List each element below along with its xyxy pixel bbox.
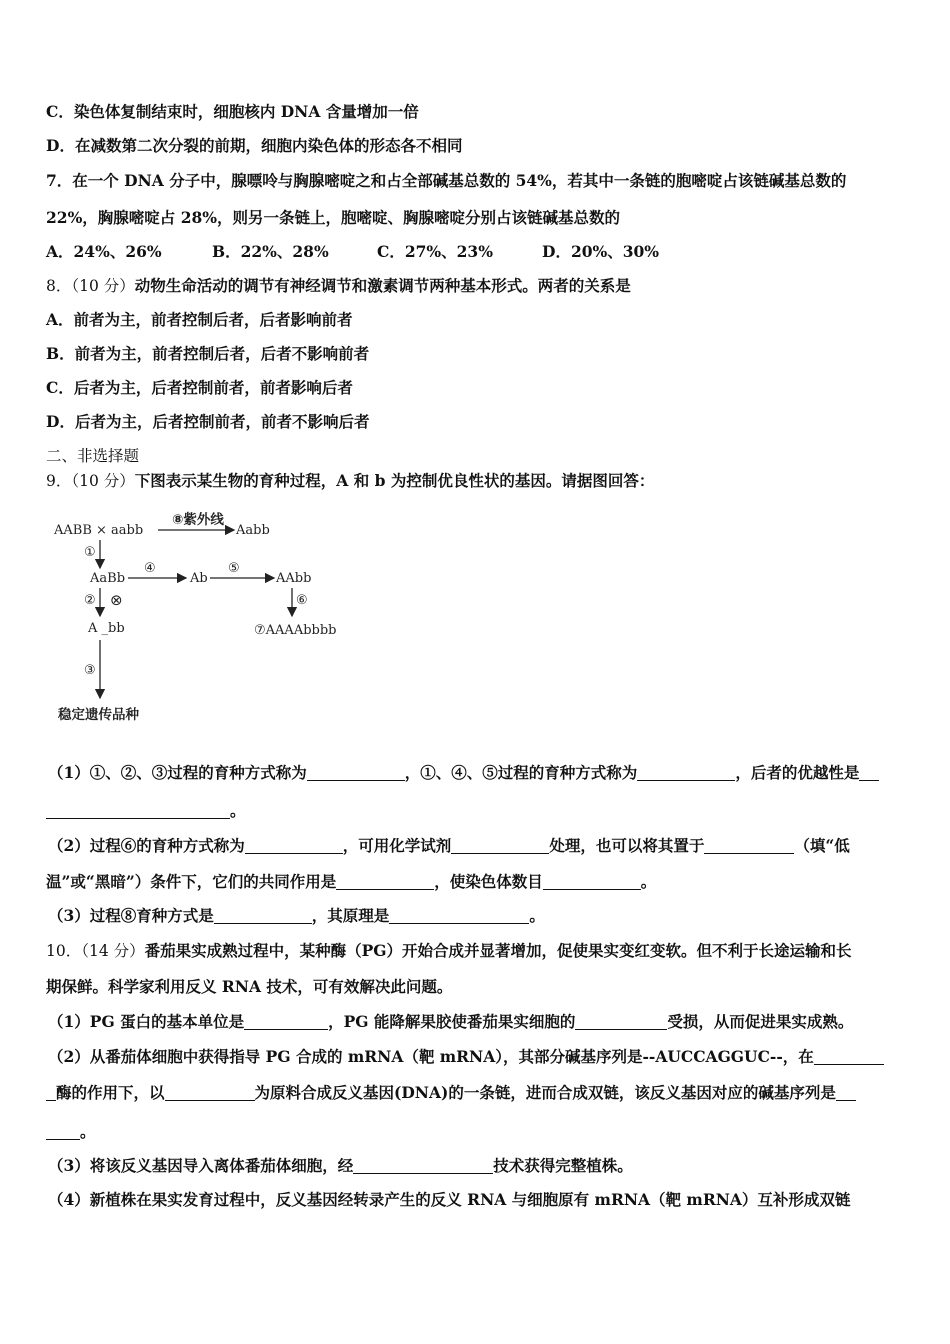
q9-number: 9．（10 分）: [46, 472, 135, 490]
q8-option-d: D．后者为主，后者控制前者，前者不影响后者: [46, 412, 370, 431]
q7-options: [46, 241, 659, 263]
diagram-parents: AABB × aabb: [54, 523, 144, 538]
diagram-f1: AaBb: [90, 571, 126, 586]
answer-blank[interactable]: [214, 907, 312, 924]
q10-part1-text-a: （1）PG 蛋白的基本单位是: [48, 1012, 245, 1031]
section-title: 二、非选择题: [46, 447, 140, 465]
q10-part3-text-a: （3）将该反义基因导入离体番茄体细胞，经: [48, 1156, 354, 1175]
q10-number: 10．（14 分）: [46, 942, 145, 960]
diagram-step1: ①: [84, 545, 96, 560]
answer-blank[interactable]: [307, 764, 405, 781]
q10-part2-line1: [48, 1046, 884, 1068]
answer-blank[interactable]: [451, 837, 549, 854]
answer-blank[interactable]: [353, 1157, 493, 1174]
answer-blank[interactable]: [245, 837, 343, 854]
diagram-step3: ③: [84, 663, 96, 678]
diagram-tetraploid: ⑦AAAAbbbb: [254, 623, 337, 638]
q10-stem-text1: 番茄果实成熟过程中，某种酶（PG）开始合成并显著增加，促使果实变红变软。但不利于长途运输和长: [144, 941, 852, 960]
q10-part1-text-b: ，PG 能降解果胶使番茄果实细胞的: [328, 1012, 576, 1031]
q9-part2-text-a: （2）过程⑥的育种方式称为: [48, 836, 245, 855]
q10-part2-end: 。: [80, 1122, 96, 1141]
diagram-selfing-symbol: ⊗: [110, 591, 123, 609]
q10-part2-text-b: 酶的作用下，以: [56, 1083, 165, 1102]
q9-part1-text-b: ，①、④、⑤过程的育种方式称为: [404, 763, 638, 782]
q7-option-c: C．27%、23%: [377, 242, 493, 261]
q9-part2-text-c: 处理，也可以将其置于: [549, 836, 705, 855]
q9-part1-text-c: ，后者的优越性是: [735, 763, 860, 782]
answer-blank[interactable]: [859, 764, 879, 781]
q8-stem-text: 动物生命活动的调节有神经调节和激素调节两种基本形式。两者的关系是: [134, 276, 631, 295]
q9-part2-end: 。: [640, 872, 657, 891]
answer-blank[interactable]: [575, 1013, 667, 1030]
q10-part1-text-c: 受损，从而促进果实成熟。: [667, 1012, 854, 1031]
q10-part4: （4）新植株在果实发育过程中，反义基因经转录产生的反义 RNA 与细胞原有 mRNA（靶 mRNA）互补形成双链: [48, 1190, 851, 1209]
diagram-step6: ⑥: [296, 593, 308, 608]
q9-part2-line2: [46, 871, 656, 893]
diagram-f2: A _bb: [88, 621, 125, 636]
q9-part3-text-b: ，其原理是: [311, 906, 390, 925]
q9-part2-text-b: ，可用化学试剂: [342, 836, 452, 855]
answer-blank[interactable]: [46, 1084, 56, 1101]
q6-option-d: D．在减数第二次分裂的前期，细胞内染色体的形态各不相同: [46, 136, 463, 155]
diagram-step4: ④: [144, 561, 156, 576]
q7-option-d: D．20%、30%: [542, 242, 660, 261]
q7-option-b: B．22%、28%: [212, 242, 329, 261]
diagram-step8-label: ⑧紫外线: [172, 512, 224, 528]
q10-part1: [48, 1011, 853, 1033]
answer-blank[interactable]: [637, 764, 735, 781]
q10-part2-text-a: （2）从番茄体细胞中获得指导 PG 合成的 mRNA（靶 mRNA），其部分碱基序列是--AUCCAGGUC--，在: [48, 1047, 814, 1066]
breeding-diagram: [48, 508, 348, 728]
q9-part3-end: 。: [529, 906, 545, 925]
q8-stem: [46, 275, 631, 297]
q9-part1-line1: [48, 762, 879, 784]
diagram-result: 稳定遗传品种: [58, 707, 139, 723]
q10-part2-line2: [46, 1082, 856, 1104]
answer-blank[interactable]: [46, 1123, 80, 1140]
q8-option-c: C．后者为主，后者控制前者，前者影响后者: [46, 378, 353, 397]
q10-part3: [48, 1155, 633, 1177]
q9-part1-line2: [46, 800, 246, 822]
diagram-mutant: Aabb: [236, 523, 270, 538]
diagram-step2: ②: [84, 593, 96, 608]
q6-option-c: C．染色体复制结束时，细胞核内 DNA 含量增加一倍: [46, 102, 419, 121]
diagram-step5: ⑤: [228, 561, 240, 576]
answer-blank[interactable]: [389, 907, 529, 924]
q9-stem-text: 下图表示某生物的育种过程，A 和 b 为控制优良性状的基因。请据图回答：: [134, 471, 655, 490]
q9-part3: [48, 905, 545, 927]
answer-blank[interactable]: [836, 1084, 856, 1101]
q9-part2-text-e: 温”或“黑暗”）条件下，它们的共同作用是: [46, 872, 337, 891]
diagram-doubled: AAbb: [276, 571, 312, 586]
q9-part2-line1: [48, 835, 850, 857]
answer-blank[interactable]: [244, 1013, 328, 1030]
q9-stem: [46, 470, 654, 492]
q10-part2-line3: [46, 1121, 96, 1143]
answer-blank[interactable]: [336, 873, 434, 890]
answer-blank[interactable]: [704, 837, 794, 854]
q10-stem-line1: [46, 940, 852, 962]
q9-part2-text-d: （填“低: [794, 836, 850, 855]
q9-part2-text-f: ，使染色体数目: [434, 872, 543, 891]
q10-part2-text-c: 为原料合成反义基因(DNA)的一条链，进而合成双链，该反义基因对应的碱基序列是: [254, 1083, 836, 1102]
q9-part3-text-a: （3）过程⑧育种方式是: [48, 906, 214, 925]
q8-number: 8．（10 分）: [46, 277, 135, 295]
diagram-haploid: Ab: [190, 571, 208, 586]
answer-blank[interactable]: [814, 1048, 884, 1065]
q9-part1-text-a: （1）①、②、③过程的育种方式称为: [48, 763, 307, 782]
q7-option-a: A．24%、26%: [46, 242, 162, 261]
answer-blank[interactable]: [165, 1084, 255, 1101]
q8-option-a: A．前者为主，前者控制后者，后者影响前者: [46, 310, 353, 329]
answer-blank[interactable]: [543, 873, 641, 890]
q7-stem-line1: 7．在一个 DNA 分子中，腺嘌呤与胸腺嘧啶之和占全部碱基总数的 54%，若其中一条链的胞嘧啶占该链碱基总数的: [46, 171, 847, 190]
answer-blank[interactable]: [46, 802, 230, 819]
q10-stem-line2: 期保鲜。科学家利用反义 RNA 技术，可有效解决此问题。: [46, 977, 453, 996]
q8-option-b: B．前者为主，前者控制后者，后者不影响前者: [46, 344, 370, 363]
q9-part1-end: 。: [230, 801, 246, 820]
q7-stem-line2: 22%，胸腺嘧啶占 28%，则另一条链上，胞嘧啶、胸腺嘧啶分别占该链碱基总数的: [46, 208, 620, 227]
q10-part3-text-b: 技术获得完整植株。: [493, 1156, 633, 1175]
